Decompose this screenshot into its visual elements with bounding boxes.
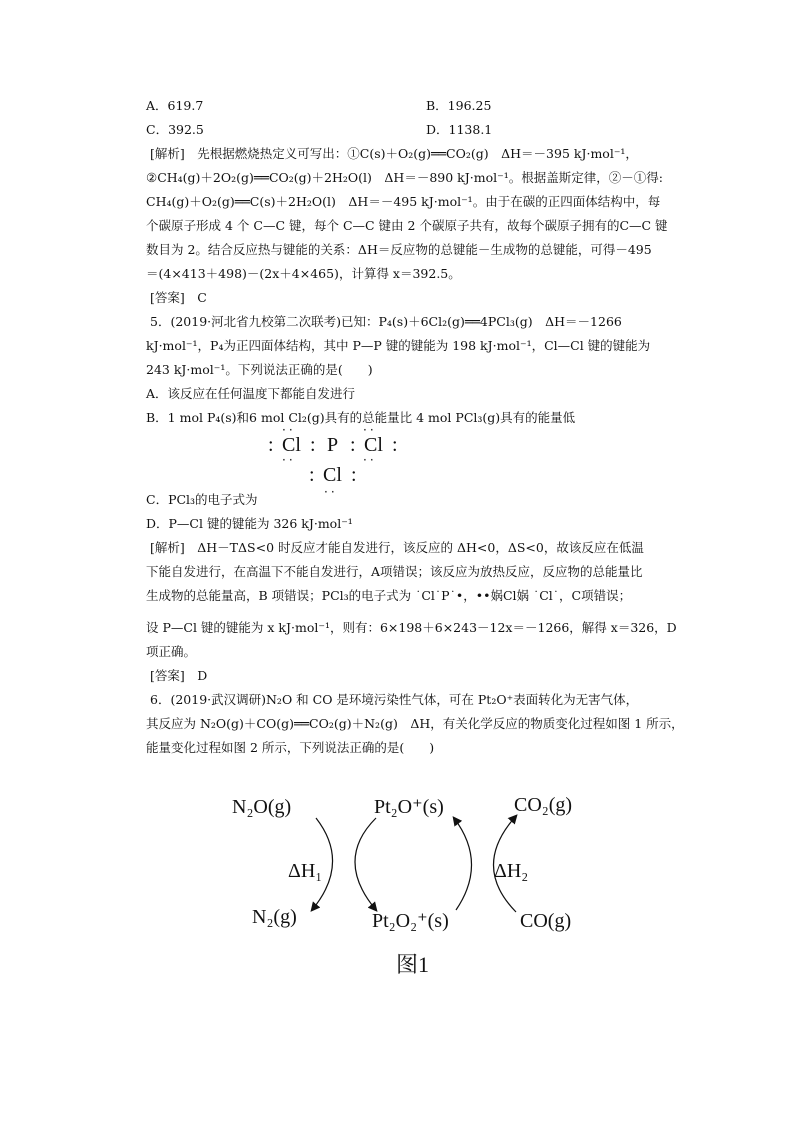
analysis-line: CH₄(g)＋O₂(g)══C(s)＋2H₂O(l) ΔH＝－495 kJ·mol⁻¹。由于在碳的正四面体结构中，每 [146,194,661,209]
species-n2o: N₂O(g) [232,796,292,818]
option-a: A．该反应在任何温度下都能自发进行 [146,386,356,401]
option-c: C．392.5 [146,122,204,137]
species-n2: N₂(g) [252,906,297,928]
option-a: A．619.7 [146,98,204,113]
chlorine-left: Cl [282,434,301,456]
arrow-pt2o-to-pt2o2 [355,818,376,910]
option-d: D．1138.1 [426,122,493,137]
option-b: B．196.25 [426,98,492,113]
analysis-line: 个碳原子形成 4 个 C—C 键，每个 C—C 键由 2 个碳原子共有，故每个碳原子拥有的C—C 键 [146,218,668,233]
option-b: B．1 mol P₄(s)和6 mol Cl₂(g)具有的总能量比 4 mol PCl₃(g)具有的能量低 [146,410,576,425]
option-c: C．PCl₃的电子式为 [146,492,258,507]
option-d: D．P—Cl 键的键能为 326 kJ·mol⁻¹ [146,516,353,531]
analysis-line: [解析] ΔH－TΔS<0 时反应才能自发进行，该反应的 ΔH<0，ΔS<0，故该反应在低温 [150,540,644,555]
delta-h1-label: ΔH₁ [288,860,323,882]
question-line: 243 kJ·mol⁻¹。下列说法正确的是( ) [146,362,373,377]
arrow-pt2o2-to-pt2o [454,818,472,910]
document-page: A．619.7 B．196.25 C．392.5 D．1138.1 [解析] 先根据燃烧热定义可写出：①C(s)＋O₂(g)══CO₂(g) ΔH＝－395 kJ·mol⁻¹， ②CH₄(g)＋2O₂(g)══CO₂(g)＋2H₂O(l) ΔH＝－890 kJ·mol⁻¹。根据盖斯定律，②－①得: CH₄(g)＋O₂(g)══C(s)＋2H₂O(l) ΔH＝－495 kJ·mol⁻¹。由于在碳的正四面体结构中，每 个碳原子形成 4 个 C—C 键，每个 C—C 键由 2 个碳原子共有，故每个碳原子拥有的C—C 键 数目为 2。结合反应热与键能的关系：ΔH＝反应物的总键能－生成物的总键能，可得－495 ＝(4×413＋498)－(2x＋4×465)，计算得 x＝392.5。 [答案] C 5．(2019·河北省九校第二次联考)已知：P₄(s)＋6Cl₂(g)══4PCl₃(g) ΔH＝－1266 kJ·mol⁻¹，P₄为正四面体结构，其中 P—P 键的键能为 198 kJ·mol⁻¹，Cl—Cl 键的键能为 243 kJ·mol⁻¹。下列说法正确的是( ) A．该反应在任何温度下都能自发进行 B．1 mol P₄(s)和6 mol Cl₂(g)具有的总能量比 4 mol PCl₃(g)具有的能量低 ·· ·· : Cl : P : Cl : ·· ·· : Cl : ·· C．PCl₃的电子式为 D．P—Cl 键的键能为 326 kJ·mol⁻¹ [解析] ΔH－TΔS<0 时反应才能自发进行，该反应的 ΔH<0，ΔS<0，故该反应在低温 下能自发进行，在高温下不能自发进行，A项错误；该反应为放热反应，反应物的总能量比 生成物的总能量高，B 项错误；PCl₃的电子式为 ˙Cl˙P˙•，••娲Cl娲 ˙Cl˙，C项错误； 设 P—Cl 键的键能为 x kJ·mol⁻¹，则有：6×198＋6×243－12x＝－1266，解得 x＝326，D 项正确。 [答案] D 6．(2019·武汉调研)N₂O 和 CO 是环境污染性气体，可在 Pt₂O⁺表面转化为无害气体， 其反应为 N₂O(g)＋CO(g)══CO₂(g)＋N₂(g) ΔH，有关化学反应的物质变化过程如图 1 所示， 能量变化过程如图 2 所示，下列说法正确的是( ) N₂O(g) Pt₂O⁺(s) CO₂(g) ΔH₁ ΔH₂ N₂(g) Pt₂O₂⁺(s) CO(g) 图1 [0,0,794,1123]
analysis-line: 生成物的总能量高，B 项错误；PCl₃的电子式为 ˙Cl˙P˙•，••娲Cl娲 ˙Cl˙，C项错误； [146,588,632,603]
species-pt2o2-plus: Pt₂O₂⁺(s) [372,910,449,932]
analysis-line: 项正确。 [146,644,197,659]
analysis-line: ②CH₄(g)＋2O₂(g)══CO₂(g)＋2H₂O(l) ΔH＝－890 kJ·mol⁻¹。根据盖斯定律，②－①得: [146,170,663,185]
answer: [答案] D [150,668,208,683]
question-line: kJ·mol⁻¹，P₄为正四面体结构，其中 P—P 键的键能为 198 kJ·mol⁻¹，Cl—Cl 键的键能为 [146,338,651,353]
chlorine-right: Cl [364,434,383,456]
question-line: 6．(2019·武汉调研)N₂O 和 CO 是环境污染性气体，可在 Pt₂O⁺表面转化为无害气体， [150,692,639,707]
analysis-line: 数目为 2。结合反应热与键能的关系：ΔH＝反应物的总键能－生成物的总键能，可得－495 [146,242,652,257]
question-line: 5．(2019·河北省九校第二次联考)已知：P₄(s)＋6Cl₂(g)══4PCl₃(g) ΔH＝－1266 [150,314,622,329]
species-co2: CO₂(g) [514,794,573,816]
question-line: 其反应为 N₂O(g)＋CO(g)══CO₂(g)＋N₂(g) ΔH，有关化学反应的物质变化过程如图 1 所示， [146,716,684,731]
analysis-line: [解析] 先根据燃烧热定义可写出：①C(s)＋O₂(g)══CO₂(g) ΔH＝－395 kJ·mol⁻¹， [150,146,638,161]
question-line: 能量变化过程如图 2 所示，下列说法正确的是( ) [146,740,435,755]
delta-h2-label: ΔH₂ [494,860,529,882]
species-co: CO(g) [520,910,572,932]
phosphorus: P [327,434,339,456]
figure-caption: 图1 [396,952,430,977]
chlorine-bottom: Cl [323,464,342,486]
answer: [答案] C [150,290,207,305]
analysis-line: 下能自发进行，在高温下不能自发进行，A项错误；该反应为放热反应，反应物的总能量比 [146,564,643,579]
analysis-line: 设 P—Cl 键的键能为 x kJ·mol⁻¹，则有：6×198＋6×243－12x＝－1266，解得 x＝326，D [146,620,677,635]
reaction-cycle-figure [226,788,596,988]
species-pt2o-plus: Pt₂O⁺(s) [374,796,444,818]
analysis-line: ＝(4×413＋498)－(2x＋4×465)，计算得 x＝392.5。 [146,266,461,281]
